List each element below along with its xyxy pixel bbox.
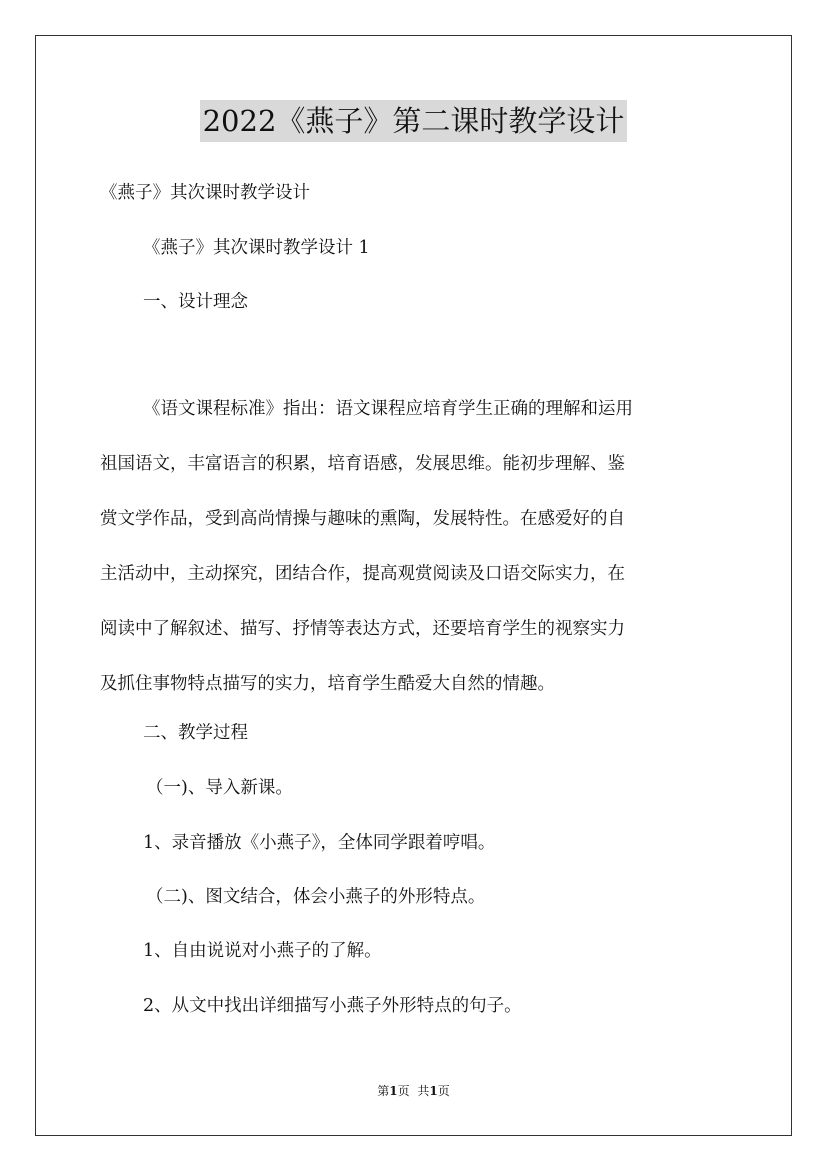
paragraph-line: 主活动中，主动探究，团结合作，提高观赏阅读及口语交际实力，在: [100, 564, 625, 584]
footer-total-prefix: 共: [417, 1084, 430, 1098]
list-item: 2、从文中找出详细描写小燕子外形特点的句子。: [143, 996, 522, 1016]
paragraph-line: 《语文课程标准》指出：语文课程应培育学生正确的理解和运用: [143, 399, 633, 419]
section-heading: 《燕子》其次课时教学设计 1: [143, 238, 370, 258]
paragraph-line: 祖国语文，丰富语言的积累，培育语感，发展思维。能初步理解、鉴: [100, 454, 625, 474]
footer-total-pages: 1: [429, 1084, 438, 1098]
list-item: 1、录音播放《小燕子》，全体同学跟着哼唱。: [143, 833, 496, 853]
list-item: 1、自由说说对小燕子的了解。: [143, 941, 382, 961]
footer-prefix: 第: [377, 1084, 390, 1098]
paragraph-line: 赏文学作品，受到高尚情操与趣味的熏陶，发展特性。在感爱好的自: [100, 509, 625, 529]
page-footer: [0, 1082, 827, 1100]
step-one-heading: （一)、导入新课。: [146, 778, 293, 798]
body-paragraph: [100, 396, 730, 726]
paragraph-line: 阅读中了解叙述、描写、抒情等表达方式，还要培育学生的视察实力: [100, 619, 625, 639]
document-subtitle: 《燕子》其次课时教学设计: [100, 183, 310, 203]
footer-total-suffix: 页: [437, 1084, 450, 1098]
document-title: 2022《燕子》第二课时教学设计: [200, 100, 628, 142]
step-two-heading: （二)、图文结合，体会小燕子的外形特点。: [146, 887, 486, 907]
title-container: [0, 100, 827, 142]
heading-design-concept: 一、设计理念: [143, 292, 248, 312]
paragraph-line: 及抓住事物特点描写的实力，培育学生酷爱大自然的情趣。: [100, 674, 555, 694]
heading-teaching-process: 二、教学过程: [143, 723, 248, 743]
footer-page-number: 1: [389, 1084, 398, 1098]
footer-page-suffix: 页: [397, 1084, 410, 1098]
